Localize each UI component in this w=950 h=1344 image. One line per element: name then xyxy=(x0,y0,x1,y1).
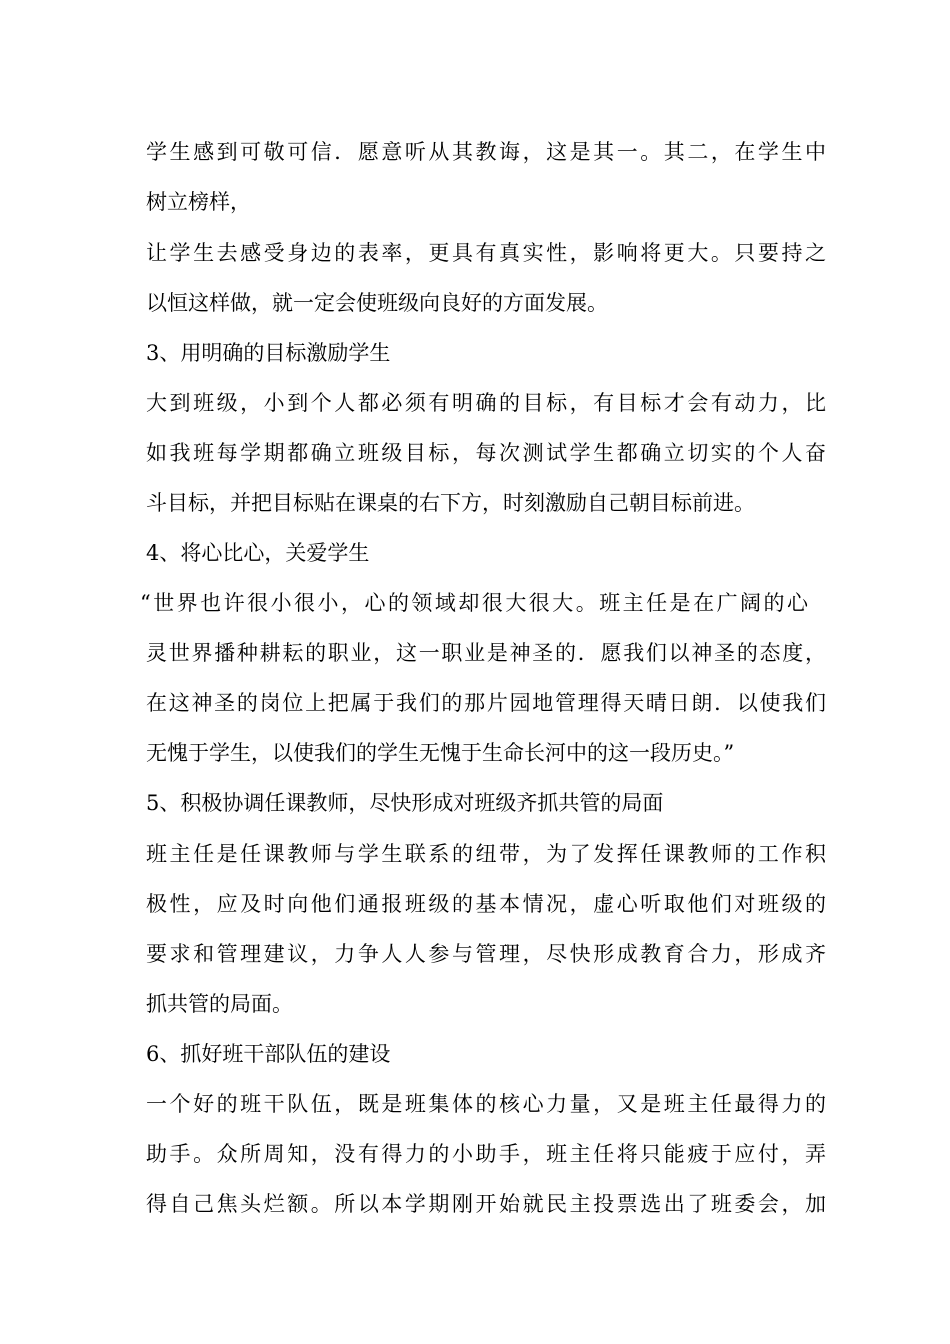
body-text-line: 学生感到可敬可信．愿意听从其教诲，这是其一。其二，在学生中 xyxy=(146,140,826,164)
body-text-line: 班主任是任课教师与学生联系的纽带，为了发挥任课教师的工作积 xyxy=(146,842,826,866)
section-heading: 5、积极协调任课教师，尽快形成对班级齐抓共管的局面 xyxy=(146,791,664,815)
body-text-line: 得自己焦头烂额。所以本学期刚开始就民主投票选出了班委会，加 xyxy=(146,1192,826,1216)
body-text-line: 抓共管的局面。 xyxy=(146,992,293,1016)
body-text-line: 如我班每学期都确立班级目标，每次测试学生都确立切实的个人奋 xyxy=(146,441,826,465)
body-text-line: 极性，应及时向他们通报班级的基本情况，虚心听取他们对班级的 xyxy=(146,892,826,916)
quote-text-line: 灵世界播种耕耘的职业，这一职业是神圣的．愿我们以神圣的态度， xyxy=(146,641,826,665)
body-text-line: 大到班级，小到个人都必须有明确的目标，有目标才会有动力，比 xyxy=(146,391,826,415)
body-text-line: 要求和管理建议，力争人人参与管理，尽快形成教育合力，形成齐 xyxy=(146,942,826,966)
body-text-line: 斗目标，并把目标贴在课桌的右下方，时刻激励自己朝目标前进。 xyxy=(146,491,755,515)
body-text-line: 以恒这样做，就一定会使班级向良好的方面发展。 xyxy=(146,291,608,315)
body-text-line: 一个好的班干队伍，既是班集体的核心力量，又是班主任最得力的 xyxy=(146,1092,826,1116)
section-heading: 4、将心比心，关爱学生 xyxy=(146,541,370,565)
section-heading: 3、用明确的目标激励学生 xyxy=(146,341,391,365)
body-text-line: 助手。众所周知，没有得力的小助手，班主任将只能疲于应付，弄 xyxy=(146,1142,826,1166)
section-heading: 6、抓好班干部队伍的建设 xyxy=(146,1042,391,1066)
quote-text-line: 无愧于学生，以使我们的学生无愧于生命长河中的这一段历史。” xyxy=(146,741,735,765)
body-text-line: 让学生去感受身边的表率，更具有真实性，影响将更大。只要持之 xyxy=(146,241,826,265)
quote-text-line: “世界也许很小很小，心的领域却很大很大。班主任是在广阔的心 xyxy=(140,591,808,615)
quote-text-line: 在这神圣的岗位上把属于我们的那片园地管理得天晴日朗．以使我们 xyxy=(146,691,826,715)
body-text-line: 树立榜样， xyxy=(146,190,251,214)
